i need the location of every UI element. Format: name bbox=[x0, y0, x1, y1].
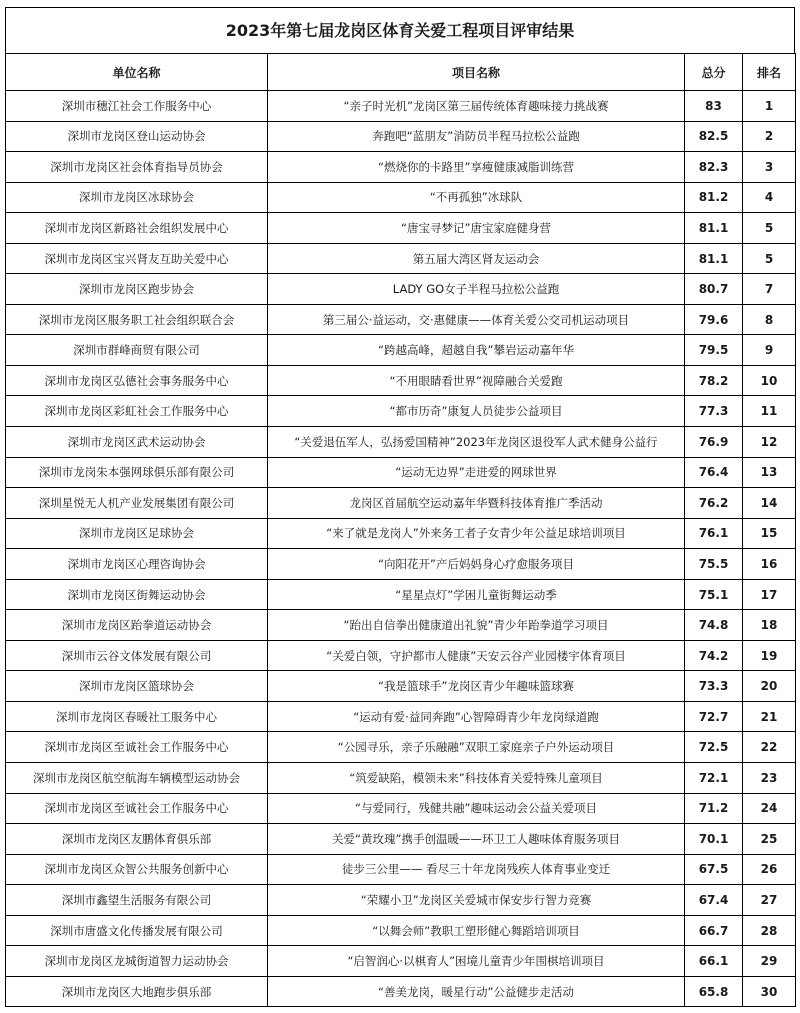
cell-score: 81.1 bbox=[685, 213, 743, 244]
cell-project: 第三届公·益运动，交·惠健康——体育关爱公交司机运动项目 bbox=[268, 304, 685, 335]
table-row bbox=[6, 427, 796, 458]
table-row bbox=[6, 824, 796, 855]
cell-rank: 25 bbox=[743, 824, 796, 855]
cell-project: “我是篮球手”龙岗区青少年趣味篮球赛 bbox=[268, 671, 685, 702]
cell-unit: 深圳市龙岗区登山运动协会 bbox=[6, 121, 268, 152]
cell-score: 82.5 bbox=[685, 121, 743, 152]
cell-project: 关爱“黄玫瑰”携手创温暖——环卫工人趣味体育服务项目 bbox=[268, 824, 685, 855]
table-row bbox=[6, 152, 796, 183]
cell-rank: 30 bbox=[743, 976, 796, 1007]
cell-project: 龙岗区首届航空运动嘉年华暨科技体育推广季活动 bbox=[268, 488, 685, 519]
cell-unit: 深圳市龙岗区龙城街道智力运动协会 bbox=[6, 946, 268, 977]
table-row bbox=[6, 304, 796, 335]
cell-score: 79.6 bbox=[685, 304, 743, 335]
cell-rank: 28 bbox=[743, 915, 796, 946]
header-unit: 单位名称 bbox=[6, 54, 268, 91]
cell-score: 82.3 bbox=[685, 152, 743, 183]
cell-score: 79.5 bbox=[685, 335, 743, 366]
table-row bbox=[6, 579, 796, 610]
cell-project: “来了就是龙岗人”外来务工者子女青少年公益足球培训项目 bbox=[268, 518, 685, 549]
cell-unit: 深圳市龙岗区跆拳道运动协会 bbox=[6, 610, 268, 641]
cell-score: 74.8 bbox=[685, 610, 743, 641]
cell-unit: 深圳市龙岗区众智公共服务创新中心 bbox=[6, 854, 268, 885]
cell-score: 76.1 bbox=[685, 518, 743, 549]
cell-project: “跆出自信拳出健康道出礼貌”青少年跆拳道学习项目 bbox=[268, 610, 685, 641]
table-row bbox=[6, 365, 796, 396]
cell-project: “善美龙岗，暖星行动”公益健步走活动 bbox=[268, 976, 685, 1007]
cell-unit: 深圳市龙岗区至诚社会工作服务中心 bbox=[6, 793, 268, 824]
table-row bbox=[6, 854, 796, 885]
cell-rank: 10 bbox=[743, 365, 796, 396]
table-row bbox=[6, 885, 796, 916]
cell-project: 奔跑吧“蓝朋友”消防员半程马拉松公益跑 bbox=[268, 121, 685, 152]
cell-score: 76.2 bbox=[685, 488, 743, 519]
cell-rank: 3 bbox=[743, 152, 796, 183]
cell-rank: 24 bbox=[743, 793, 796, 824]
table-row bbox=[6, 701, 796, 732]
cell-unit: 深圳市龙岗区跑步协会 bbox=[6, 274, 268, 305]
table-body bbox=[6, 91, 796, 1007]
cell-project: “关爱退伍军人，弘扬爱国精神”2023年龙岗区退役军人武术健身公益行 bbox=[268, 427, 685, 458]
table-row bbox=[6, 213, 796, 244]
cell-rank: 21 bbox=[743, 701, 796, 732]
cell-rank: 5 bbox=[743, 213, 796, 244]
table-row bbox=[6, 182, 796, 213]
cell-unit: 深圳市龙岗区航空航海车辆模型运动协会 bbox=[6, 763, 268, 794]
cell-unit: 深圳市龙岗区冰球协会 bbox=[6, 182, 268, 213]
cell-unit: 深圳市龙岗区武术运动协会 bbox=[6, 427, 268, 458]
cell-rank: 9 bbox=[743, 335, 796, 366]
cell-project: 第五届大湾区肾友运动会 bbox=[268, 243, 685, 274]
cell-project: “燃烧你的卡路里”享瘦健康减脂训练营 bbox=[268, 152, 685, 183]
cell-score: 81.1 bbox=[685, 243, 743, 274]
cell-rank: 1 bbox=[743, 91, 796, 122]
cell-score: 77.3 bbox=[685, 396, 743, 427]
cell-score: 75.5 bbox=[685, 549, 743, 580]
cell-project: “向阳花开”产后妈妈身心疗愈服务项目 bbox=[268, 549, 685, 580]
table-row bbox=[6, 549, 796, 580]
cell-score: 70.1 bbox=[685, 824, 743, 855]
table-row bbox=[6, 946, 796, 977]
table-row bbox=[6, 518, 796, 549]
cell-unit: 深圳市穗江社会工作服务中心 bbox=[6, 91, 268, 122]
cell-unit: 深圳市唐盛文化传播发展有限公司 bbox=[6, 915, 268, 946]
table-row bbox=[6, 976, 796, 1007]
cell-unit: 深圳市龙岗区街舞运动协会 bbox=[6, 579, 268, 610]
cell-project: “以舞会师”教职工塑形健心舞蹈培训项目 bbox=[268, 915, 685, 946]
cell-unit: 深圳市龙岗区服务职工社会组织联合会 bbox=[6, 304, 268, 335]
table-row bbox=[6, 732, 796, 763]
table-row bbox=[6, 396, 796, 427]
cell-rank: 16 bbox=[743, 549, 796, 580]
cell-project: “启智润心·以棋育人”困境儿童青少年围棋培训项目 bbox=[268, 946, 685, 977]
cell-project: “都市历奇”康复人员徒步公益项目 bbox=[268, 396, 685, 427]
cell-score: 67.4 bbox=[685, 885, 743, 916]
cell-score: 76.4 bbox=[685, 457, 743, 488]
cell-project: “星星点灯”学困儿童街舞运动季 bbox=[268, 579, 685, 610]
cell-rank: 14 bbox=[743, 488, 796, 519]
cell-score: 80.7 bbox=[685, 274, 743, 305]
cell-project: “唐宝寻梦记”唐宝家庭健身营 bbox=[268, 213, 685, 244]
cell-rank: 17 bbox=[743, 579, 796, 610]
cell-score: 74.2 bbox=[685, 640, 743, 671]
results-sheet bbox=[5, 7, 795, 1007]
header-score: 总分 bbox=[685, 54, 743, 91]
table-row bbox=[6, 121, 796, 152]
cell-rank: 8 bbox=[743, 304, 796, 335]
cell-score: 81.2 bbox=[685, 182, 743, 213]
cell-rank: 18 bbox=[743, 610, 796, 641]
cell-project: “荣耀小卫”龙岗区关爱城市保安步行智力竞赛 bbox=[268, 885, 685, 916]
cell-unit: 深圳市龙岗区彩虹社会工作服务中心 bbox=[6, 396, 268, 427]
table-row bbox=[6, 243, 796, 274]
page-title: 2023年第七届龙岗区体育关爱工程项目评审结果 bbox=[5, 7, 795, 53]
cell-unit: 深圳市龙岗区足球协会 bbox=[6, 518, 268, 549]
cell-unit: 深圳市龙岗区大地跑步俱乐部 bbox=[6, 976, 268, 1007]
cell-score: 73.3 bbox=[685, 671, 743, 702]
header-rank: 排名 bbox=[743, 54, 796, 91]
results-table bbox=[5, 53, 796, 1007]
cell-project: “不再孤独”冰球队 bbox=[268, 182, 685, 213]
cell-unit: 深圳市龙岗区友鹏体育俱乐部 bbox=[6, 824, 268, 855]
cell-unit: 深圳市龙岗区春暖社工服务中心 bbox=[6, 701, 268, 732]
cell-score: 83 bbox=[685, 91, 743, 122]
cell-rank: 29 bbox=[743, 946, 796, 977]
cell-unit: 深圳市龙岗区新路社会组织发展中心 bbox=[6, 213, 268, 244]
cell-score: 67.5 bbox=[685, 854, 743, 885]
cell-project: “运动有爱·益同奔跑”心智障碍青少年龙岗绿道跑 bbox=[268, 701, 685, 732]
cell-unit: 深圳市龙岗区宝兴肾友互助关爱中心 bbox=[6, 243, 268, 274]
cell-unit: 深圳市群峰商贸有限公司 bbox=[6, 335, 268, 366]
cell-project: “运动无边界”走进爱的网球世界 bbox=[268, 457, 685, 488]
cell-rank: 13 bbox=[743, 457, 796, 488]
cell-rank: 15 bbox=[743, 518, 796, 549]
cell-project: “公园寻乐，亲子乐融融”双职工家庭亲子户外运动项目 bbox=[268, 732, 685, 763]
cell-score: 71.2 bbox=[685, 793, 743, 824]
cell-rank: 4 bbox=[743, 182, 796, 213]
cell-unit: 深圳市云谷文体发展有限公司 bbox=[6, 640, 268, 671]
header-project: 项目名称 bbox=[268, 54, 685, 91]
cell-unit: 深圳市龙岗区篮球协会 bbox=[6, 671, 268, 702]
table-row bbox=[6, 91, 796, 122]
cell-unit: 深圳市龙岗区至诚社会工作服务中心 bbox=[6, 732, 268, 763]
cell-score: 66.7 bbox=[685, 915, 743, 946]
cell-unit: 深圳市龙岗区心理咨询协会 bbox=[6, 549, 268, 580]
table-row bbox=[6, 610, 796, 641]
table-row bbox=[6, 457, 796, 488]
cell-project: “筑爱缺陷，模领未来”科技体育关爱特殊儿童项目 bbox=[268, 763, 685, 794]
cell-score: 65.8 bbox=[685, 976, 743, 1007]
cell-unit: 深圳市龙岗区弘德社会事务服务中心 bbox=[6, 365, 268, 396]
cell-score: 72.5 bbox=[685, 732, 743, 763]
cell-score: 72.1 bbox=[685, 763, 743, 794]
cell-unit: 深圳星悦无人机产业发展集团有限公司 bbox=[6, 488, 268, 519]
cell-score: 78.2 bbox=[685, 365, 743, 396]
cell-project: “关爱白领，守护都市人健康”天安云谷产业园楼宇体育项目 bbox=[268, 640, 685, 671]
table-row bbox=[6, 763, 796, 794]
table-row bbox=[6, 488, 796, 519]
table-row bbox=[6, 671, 796, 702]
cell-rank: 2 bbox=[743, 121, 796, 152]
cell-score: 75.1 bbox=[685, 579, 743, 610]
cell-rank: 5 bbox=[743, 243, 796, 274]
cell-unit: 深圳市龙岗区社会体育指导员协会 bbox=[6, 152, 268, 183]
cell-rank: 23 bbox=[743, 763, 796, 794]
cell-rank: 7 bbox=[743, 274, 796, 305]
cell-score: 72.7 bbox=[685, 701, 743, 732]
cell-unit: 深圳市鑫望生活服务有限公司 bbox=[6, 885, 268, 916]
cell-project: LADY GO女子半程马拉松公益跑 bbox=[268, 274, 685, 305]
cell-score: 66.1 bbox=[685, 946, 743, 977]
cell-rank: 26 bbox=[743, 854, 796, 885]
table-row bbox=[6, 915, 796, 946]
cell-rank: 22 bbox=[743, 732, 796, 763]
cell-project: “不用眼睛看世界”视障融合关爱跑 bbox=[268, 365, 685, 396]
table-row bbox=[6, 793, 796, 824]
table-row bbox=[6, 274, 796, 305]
cell-rank: 11 bbox=[743, 396, 796, 427]
cell-project: 徒步三公里—— 看尽三十年龙岗残疾人体育事业变迁 bbox=[268, 854, 685, 885]
table-header-row bbox=[6, 54, 796, 91]
cell-unit: 深圳市龙岗朱本强网球俱乐部有限公司 bbox=[6, 457, 268, 488]
cell-project: “亲子时光机”龙岗区第三届传统体育趣味接力挑战赛 bbox=[268, 91, 685, 122]
cell-project: “跨越高峰，超越自我”攀岩运动嘉年华 bbox=[268, 335, 685, 366]
table-row bbox=[6, 640, 796, 671]
cell-project: “与爱同行，残健共融”趣味运动会公益关爱项目 bbox=[268, 793, 685, 824]
cell-rank: 20 bbox=[743, 671, 796, 702]
cell-rank: 12 bbox=[743, 427, 796, 458]
cell-score: 76.9 bbox=[685, 427, 743, 458]
cell-rank: 27 bbox=[743, 885, 796, 916]
cell-rank: 19 bbox=[743, 640, 796, 671]
table-row bbox=[6, 335, 796, 366]
